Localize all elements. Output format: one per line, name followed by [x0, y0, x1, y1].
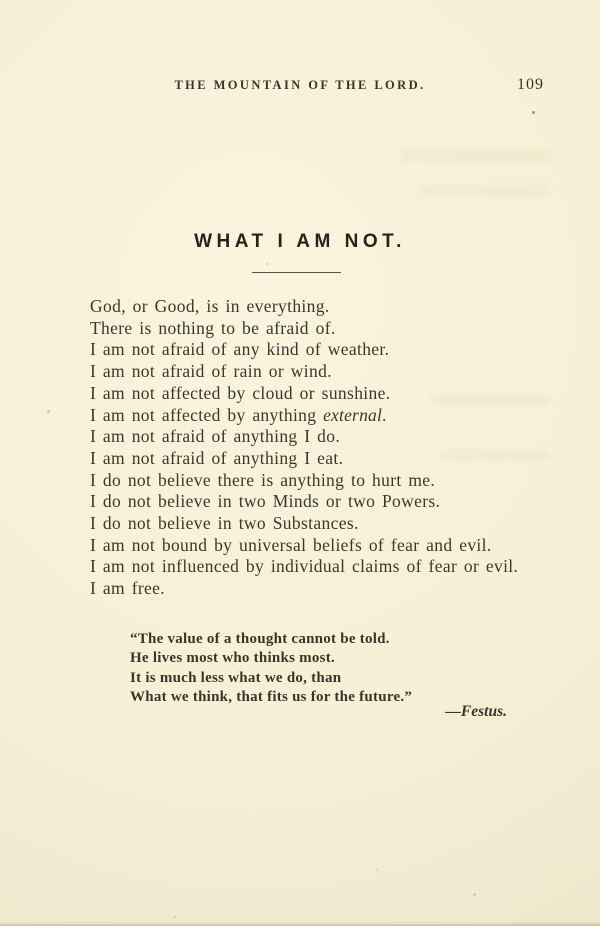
page-number: 109 — [517, 76, 544, 93]
quote-line: What we think, that fits us for the future.” — [130, 689, 413, 706]
body-line: There is nothing to be afraid of. — [90, 317, 336, 338]
paper-speck — [532, 111, 535, 114]
body-line: I am not affected by cloud or sunshine. — [90, 382, 391, 403]
emphasized-word: external — [323, 404, 383, 425]
paper-speck — [473, 893, 476, 896]
quote-line: He lives most who thinks most. — [130, 650, 336, 667]
body-line: I am not affected by anything external. — [90, 404, 387, 425]
body-text — [38, 296, 562, 600]
body-line: I am not afraid of anything I eat. — [90, 447, 344, 468]
body-line: I am free. — [90, 578, 166, 599]
body-line: I do not believe in two Minds or two Powers. — [90, 491, 441, 512]
body-line: I am not afraid of anything I do. — [90, 426, 341, 447]
poem-quote — [130, 630, 530, 708]
quote-attribution: —Festus. — [445, 703, 507, 720]
quote-line: It is much less what we do, than — [130, 669, 342, 686]
body-line: I am not bound by universal beliefs of fear and evil. — [90, 534, 492, 555]
body-line: I am not afraid of rain or wind. — [90, 361, 332, 382]
title-rule — [252, 272, 341, 273]
running-title: THE MOUNTAIN OF THE LORD. — [174, 78, 426, 92]
running-header — [0, 78, 600, 96]
paper-speck — [376, 869, 378, 871]
quote-line: “The value of a thought cannot be told. — [130, 631, 390, 647]
body-line: I am not afraid of any kind of weather. — [90, 339, 390, 360]
body-line: I do not believe in two Substances. — [90, 513, 359, 534]
ghost-smudge — [420, 185, 550, 196]
ghost-smudge — [400, 150, 550, 162]
body-line: I do not believe there is anything to hurt me. — [90, 469, 436, 490]
paper-speck — [174, 916, 176, 918]
chapter-title: WHAT I AM NOT. — [194, 231, 406, 252]
body-line: I am not influenced by individual claims of fear or evil. — [90, 556, 519, 577]
body-line: God, or Good, is in everything. — [90, 296, 330, 316]
paper-speck — [266, 263, 268, 265]
